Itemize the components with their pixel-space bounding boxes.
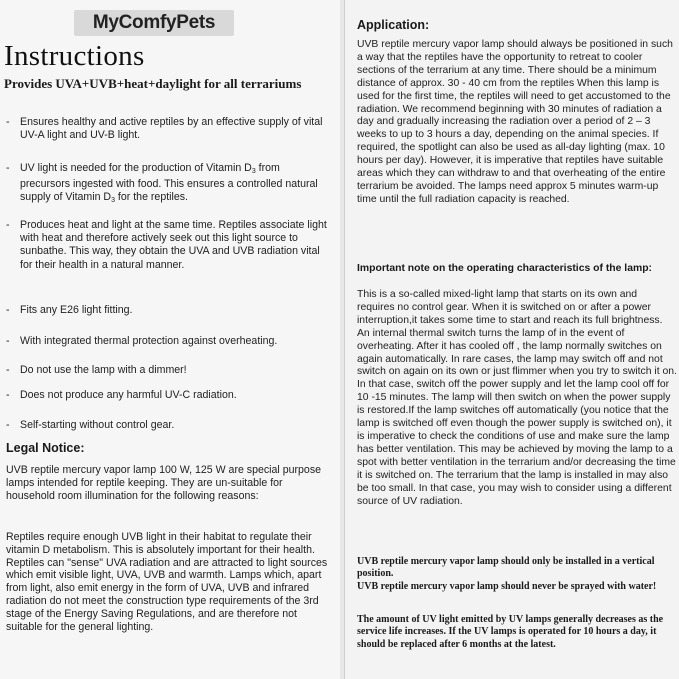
feature-bullet xyxy=(6,419,332,432)
legal-notice-heading: Legal Notice: xyxy=(6,441,85,455)
bullet-text: UV light is needed for the production of Vitamin $D_3$ from precursors ingested with food. This ensures a controlled natural supply of Vitamin $D_3$ for the reptiles. xyxy=(20,162,318,205)
legal-notice-paragraph: Reptiles require enough UVB light in their habitat to regulate their vitamin D metabolism. This is absolutely important for their health. Reptiles can "sense" UVA radiation and are attracted to light sources which emit visible light, UVA, UVB and warmth. Lamps which, apart from light, also emit energy in the form of UVA, UVB and infrared radiation do not meet the construction type requirements of the 3rd stage of the Energy Saving Regulations, and are therefore not suitable for the general lighting. xyxy=(6,531,328,633)
feature-bullet xyxy=(6,162,332,208)
bullet-mark: - xyxy=(6,419,10,431)
bullet-mark: - xyxy=(6,364,10,376)
feature-bullet xyxy=(6,335,332,348)
feature-bullet xyxy=(6,364,332,377)
bullet-mark: - xyxy=(6,219,10,231)
bullet-text: Fits any E26 light fitting. xyxy=(20,304,133,316)
vertical-install-warning: UVB reptile mercury vapor lamp should only be installed in a vertical position. xyxy=(357,556,655,580)
bullet-text: Does not produce any harmful UV-C radiation. xyxy=(20,389,237,401)
page-title: Instructions xyxy=(4,40,145,72)
feature-bullet xyxy=(6,389,332,402)
brand-logo: MyComfyPets xyxy=(74,10,234,36)
bullet-text: Do not use the lamp with a dimmer! xyxy=(20,364,187,376)
feature-bullet xyxy=(6,219,332,272)
bullet-mark: - xyxy=(6,116,10,128)
feature-bullet xyxy=(6,304,332,317)
application-paragraph: UVB reptile mercury vapor lamp should always be positioned in such a way that the reptiles have the opportunity to retreat to cooler sections of the terrarium at any time. There should be a minimum distance of approx. 30 - 40 cm from the reptiles When this lamp is used for the first time, the reptiles will need to get accustomed to the radiation. We recommend beginning with 30 minutes of radiation a day and gradually increasing the radiation over a period of 2 – 3 weeks to up to 3 hours a day, depending on the animal species. If required, the spotlight can also be used as all-day lighting (max. 10 hours per day). However, it is imperative that reptiles have suitable areas which they can withdraw to and that overheating of the entire terrarium be avoided. The lamps need approx 5 minutes warm-up time until the full radiation capacity is reached. xyxy=(357,39,673,205)
bullet-mark: - xyxy=(6,162,10,174)
operating-note-heading: Important note on the operating characteristics of the lamp: xyxy=(357,263,653,274)
bullet-text: Ensures healthy and active reptiles by an effective supply of vital UV-A light and UV-B light. xyxy=(20,116,323,142)
feature-bullet xyxy=(6,116,332,142)
bullet-mark: - xyxy=(6,304,10,316)
operating-note-paragraph: This is a so-called mixed-light lamp that starts on its own and requires no control gear. When it is switched on or after a power interruption,it takes some time to start and reach its full brightness. An internal thermal switch turns the lamp of in the event of overheating. After it has cooled off , the lamp normally switches on again automatically. In rare cases, the lamp may switch off and not switch on again on its own or just flimmer when you try to switch it on. In that case, switch off the power supply and let the lamp cool off for 10 -15 minutes. The lamp will then switch on when the power supply is restored.If the lamp switches off automatically (you notice that the lamp is switched off even though the power supply is switched on), it is imperative to check the conditions of use and make sure the lamp has better ventilation. This may be achieved by moving the lamp to a spot with better ventilation in the terrarium and/or decreasing the time it is switched on. The terrarium that the lamp is installed in may also be too small. In that case, you may wish to consider using a different source of UV radiation. xyxy=(357,289,677,507)
instructions-sheet-right xyxy=(344,0,679,679)
bullet-text: Self-starting without control gear. xyxy=(20,419,175,431)
bullet-mark: - xyxy=(6,389,10,401)
bullet-text: With integrated thermal protection against overheating. xyxy=(20,335,278,347)
application-heading: Application: xyxy=(357,18,430,32)
bullet-text: Produces heat and light at the same time. Reptiles associate light with heat and therefore actively seek out this light source to sunbathe. This way, they obtain the UVA and UVB radiation vital for their health in a natural manner. xyxy=(20,219,327,271)
legal-notice-paragraph: UVB reptile mercury vapor lamp 100 W, 125 W are special purpose lamps intended for reptile keeping. They are un-suitable for household room illumination for the following reasons: xyxy=(6,464,322,502)
page-subtitle: Provides UVA+UVB+heat+daylight for all terrariums xyxy=(4,76,302,91)
lamp-lifetime-warning: The amount of UV light emitted by UV lamps generally decreases as the service life increases. If the UV lamps is operated for 10 hours a day, it should be replaced after 6 months at the latest. xyxy=(357,614,664,650)
bullet-mark: - xyxy=(6,335,10,347)
no-water-warning: UVB reptile mercury vapor lamp should never be sprayed with water! xyxy=(357,581,657,592)
